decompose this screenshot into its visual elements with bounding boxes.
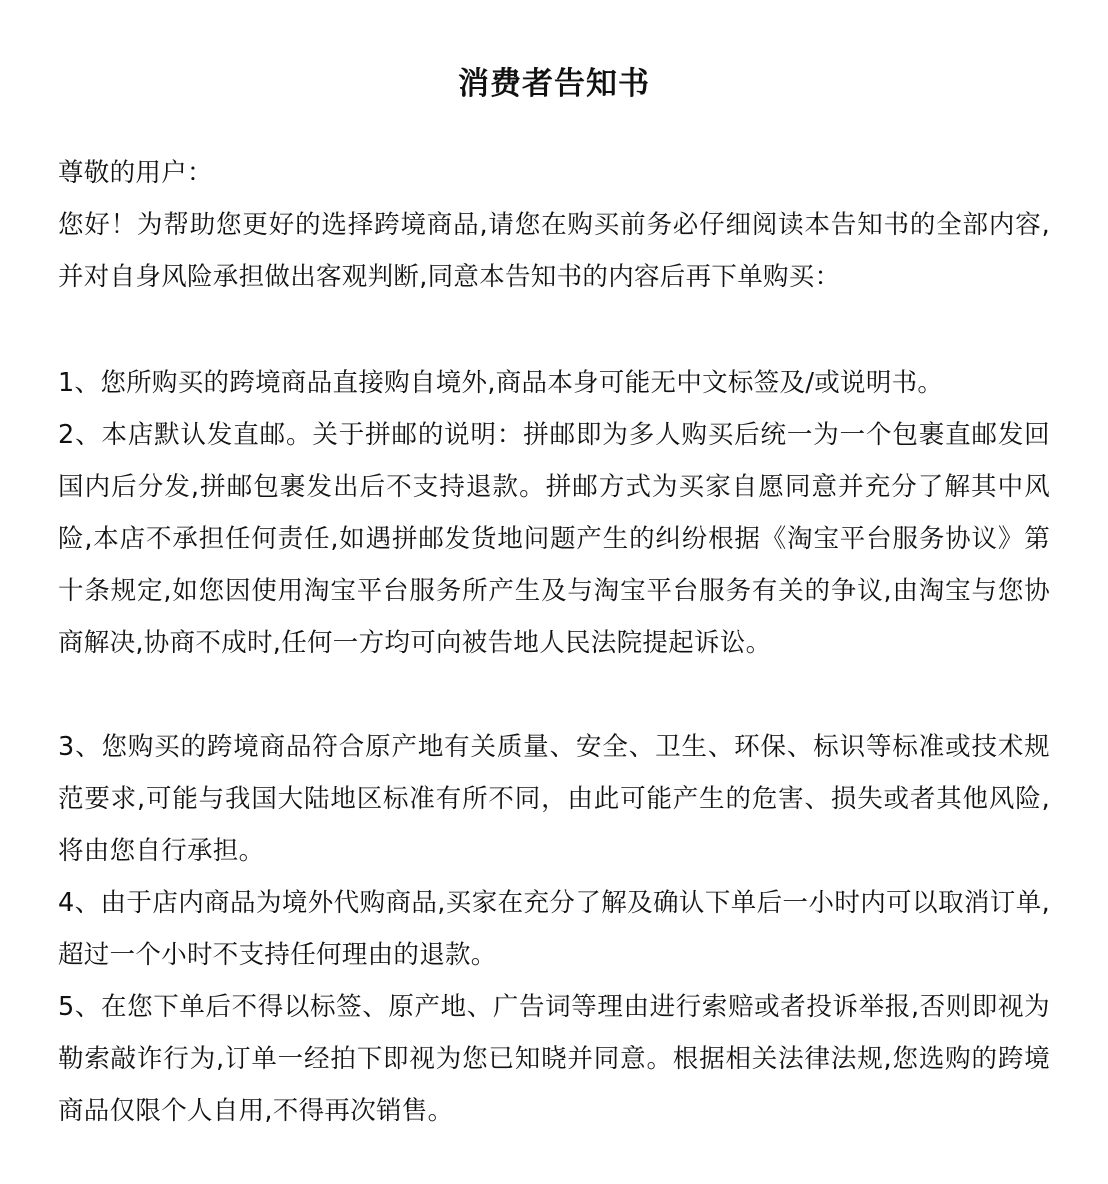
intro-paragraph: 您好！为帮助您更好的选择跨境商品,请您在购买前务必仔细阅读本告知书的全部内容,并对自身风险承担做出客观判断,同意本告知书的内容后再下单购买： — [58, 210, 1050, 292]
notice-item-1: 1、您所购买的跨境商品直接购自境外,商品本身可能无中文标签及/或说明书。 — [58, 368, 944, 398]
notice-item-3: 3、您购买的跨境商品符合原产地有关质量、安全、卫生、环保、标识等标准或技术规范要求,可能与我国大陆地区标准有所不同，由此可能产生的危害、损失或者其他风险,将由您自行承担。 — [58, 732, 1050, 866]
notice-item-4: 4、由于店内商品为境外代购商品,买家在充分了解及确认下单后一小时内可以取消订单,超过一个小时不支持任何理由的退款。 — [58, 888, 1050, 970]
greeting-text: 尊敬的用户： — [58, 158, 213, 188]
document-title: 消费者告知书 — [458, 66, 650, 102]
notice-item-2: 2、本店默认发直邮。关于拼邮的说明：拼邮即为多人购买后统一为一个包裹直邮发回国内后分发,拼邮包裹发出后不支持退款。拼邮方式为买家自愿同意并充分了解其中风险,本店不承担任何责任,如遇拼邮发货地问题产生的纠纷根据《淘宝平台服务协议》第十条规定,如您因使用淘宝平台服务所产生及与淘宝平台服务有关的争议,由淘宝与您协商解决,协商不成时,任何一方均可向被告地人民法院提起诉讼。 — [58, 420, 1050, 658]
notice-item-5: 5、在您下单后不得以标签、原产地、广告词等理由进行索赔或者投诉举报,否则即视为勒索敲诈行为,订单一经拍下即视为您已知晓并同意。根据相关法律法规,您选购的跨境商品仅限个人自用,不得再次销售。 — [58, 992, 1050, 1126]
